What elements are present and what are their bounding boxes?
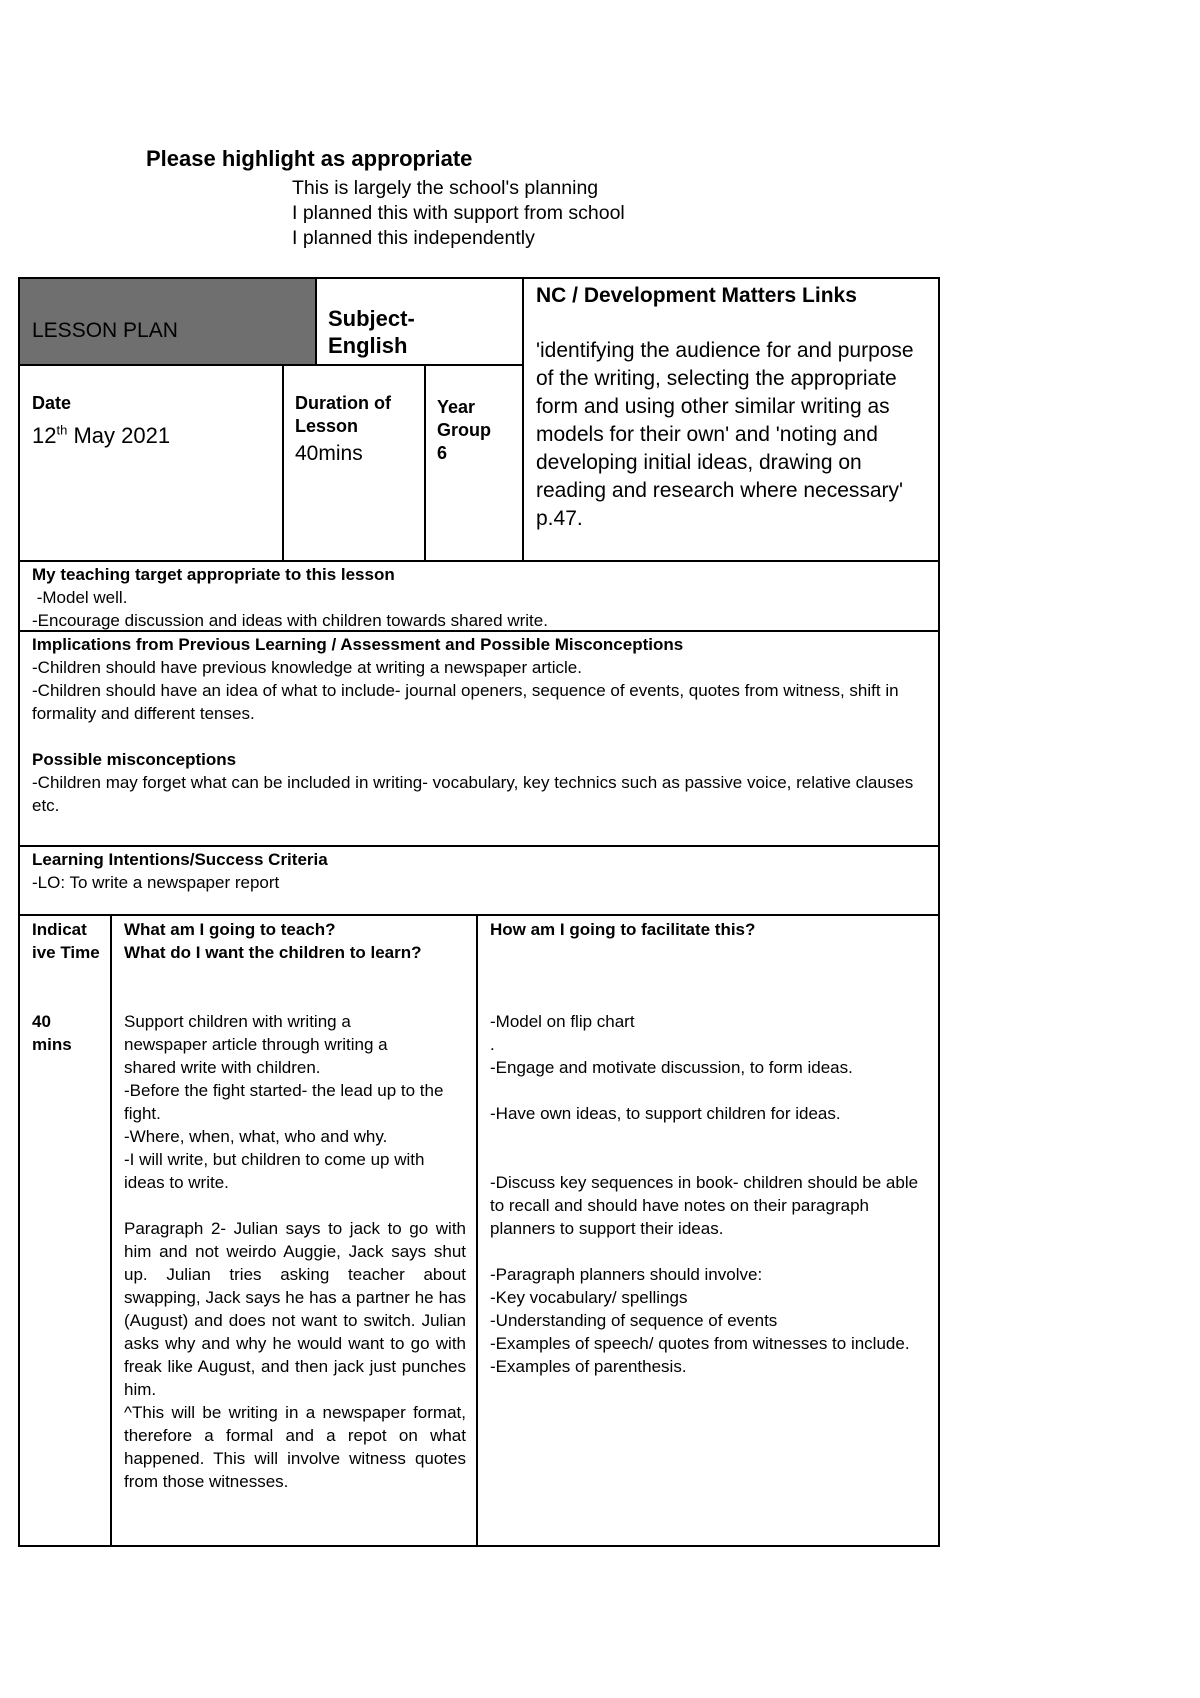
facilitate-item: -Paragraph planners should involve: bbox=[490, 1265, 763, 1284]
highlight-option[interactable]: I planned this with support from school bbox=[292, 202, 625, 224]
highlight-option[interactable]: I planned this independently bbox=[292, 227, 535, 249]
teaching-target-line: -Encourage discussion and ideas with children towards shared write. bbox=[32, 611, 548, 630]
subject-label: Subject- English bbox=[328, 306, 415, 358]
subject-cell bbox=[315, 277, 524, 366]
nc-text: 'identifying the audience for and purpose of the writing, selecting the appropriate form and using other similar writing as models for their own' and 'noting and developing initial ideas, drawing on reading and research where necessary' p.47. bbox=[536, 339, 914, 530]
implications-title: Implications from Previous Learning / Assessment and Possible Misconceptions bbox=[32, 635, 684, 654]
teach-paragraph-2: Paragraph 2- Julian says to jack to go with him and not weirdo Auggie, Jack says shut up. Julian tries asking teacher about swapping, Jack says he has a partner he has (August) and does not want to switch. Julian asks why and why he would want to go with freak like August, and then jack just punches him. bbox=[124, 1219, 466, 1399]
implications-section bbox=[18, 630, 940, 847]
indicative-time-column bbox=[18, 914, 112, 1547]
facilitate-item: -Have own ideas, to support children for ideas. bbox=[490, 1104, 841, 1123]
teaching-target-title: My teaching target appropriate to this lesson bbox=[32, 565, 395, 584]
facilitate-item: -Examples of parenthesis. bbox=[490, 1357, 687, 1376]
teaching-target-section bbox=[18, 560, 940, 632]
nc-title: NC / Development Matters Links bbox=[536, 284, 857, 307]
teaching-target-line: -Model well. bbox=[32, 588, 128, 607]
teach-paragraph: -Before the fight started- the lead up to the fight. bbox=[124, 1081, 444, 1123]
nc-links-cell bbox=[522, 277, 940, 562]
year-group-value: 6 bbox=[437, 443, 448, 463]
facilitate-item: -Key vocabulary/ spellings bbox=[490, 1288, 688, 1307]
duration-cell bbox=[282, 364, 426, 562]
misconceptions-text: -Children may forget what can be included in writing- vocabulary, key technics such as passive voice, relative clauses etc. bbox=[32, 773, 914, 815]
learning-intentions-section bbox=[18, 845, 940, 916]
teach-paragraph: -Where, when, what, who and why. bbox=[124, 1127, 388, 1146]
lesson-plan-cell bbox=[18, 277, 317, 366]
time-value: 40 mins bbox=[32, 1012, 72, 1054]
facilitate-header: How am I going to facilitate this? bbox=[490, 920, 756, 939]
facilitate-item: . bbox=[490, 1035, 495, 1054]
facilitate-item: -Model on flip chart bbox=[490, 1012, 635, 1031]
duration-value: 40mins bbox=[295, 442, 363, 465]
learning-intentions-title: Learning Intentions/Success Criteria bbox=[32, 850, 328, 869]
implications-line: -Children should have an idea of what to include- journal openers, sequence of events, quotes from witness, shift in formality and different tenses. bbox=[32, 681, 899, 723]
teach-header-line: What do I want the children to learn? bbox=[124, 943, 422, 962]
facilitate-item: -Understanding of sequence of events bbox=[490, 1311, 778, 1330]
misconceptions-title: Possible misconceptions bbox=[32, 750, 237, 769]
lesson-plan-label: LESSON PLAN bbox=[32, 319, 178, 342]
year-group-cell bbox=[424, 364, 524, 562]
date-label: Date bbox=[32, 393, 72, 413]
implications-line: -Children should have previous knowledge at writing a newspaper article. bbox=[32, 658, 582, 677]
teach-paragraph: Support children with writing a newspaper article through writing a shared write with children. bbox=[124, 1012, 388, 1077]
teach-column bbox=[110, 914, 478, 1547]
facilitate-item: -Engage and motivate discussion, to form ideas. bbox=[490, 1058, 853, 1077]
highlight-option[interactable]: This is largely the school's planning bbox=[292, 177, 599, 199]
learning-intentions-text: -LO: To write a newspaper report bbox=[32, 873, 280, 892]
year-group-label: Year Group bbox=[437, 397, 491, 440]
teach-paragraph: -I will write, but children to come up with ideas to write. bbox=[124, 1150, 425, 1192]
facilitate-item: -Examples of speech/ quotes from witnesses to include. bbox=[490, 1334, 910, 1353]
date-cell bbox=[18, 364, 284, 562]
teach-paragraph-3: ^This will be writing in a newspaper format, therefore a formal and a repot on what happened. This will involve witness quotes from those witnesses. bbox=[124, 1403, 466, 1491]
highlight-options bbox=[292, 176, 625, 251]
facilitate-column bbox=[476, 914, 940, 1547]
facilitate-item: -Discuss key sequences in book- children should be able to recall and should have notes on their paragraph planners to support their ideas. bbox=[490, 1173, 919, 1238]
date-value: 12th May 2021 bbox=[32, 422, 171, 448]
indicative-time-header: Indicat ive Time bbox=[32, 920, 100, 962]
teach-header-line: What am I going to teach? bbox=[124, 920, 336, 939]
duration-label: Duration of Lesson bbox=[295, 393, 391, 436]
highlight-title: Please highlight as appropriate bbox=[146, 146, 473, 171]
